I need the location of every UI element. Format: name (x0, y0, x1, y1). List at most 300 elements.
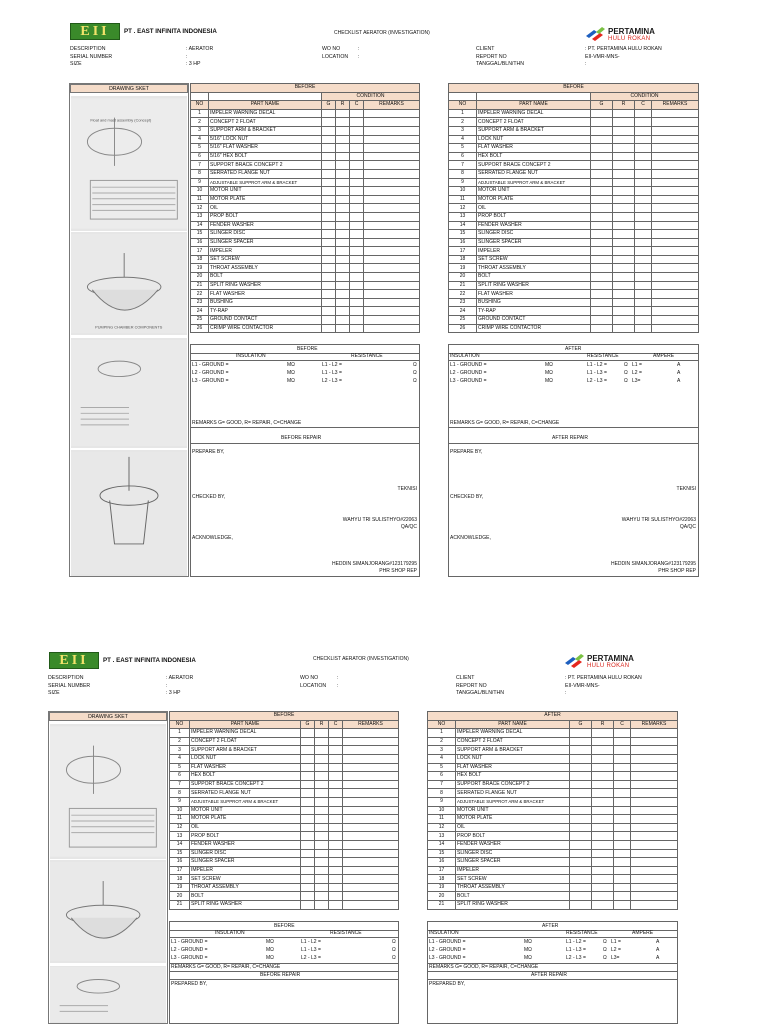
r-cell[interactable] (315, 806, 329, 815)
r-cell[interactable] (592, 840, 614, 849)
c-cell[interactable] (614, 858, 631, 867)
remarks-cell[interactable] (364, 169, 420, 178)
remarks-cell[interactable] (343, 883, 399, 892)
c-cell[interactable] (329, 763, 343, 772)
c-cell[interactable] (635, 273, 652, 282)
remarks-cell[interactable] (631, 763, 678, 772)
g-cell[interactable] (322, 307, 336, 316)
c-cell[interactable] (635, 221, 652, 230)
remarks-cell[interactable] (364, 212, 420, 221)
c-cell[interactable] (614, 797, 631, 806)
remarks-cell[interactable] (652, 247, 699, 256)
g-cell[interactable] (322, 161, 336, 170)
r-cell[interactable] (315, 763, 329, 772)
g-cell[interactable] (591, 178, 613, 187)
r-cell[interactable] (592, 754, 614, 763)
c-cell[interactable] (614, 789, 631, 798)
g-cell[interactable] (591, 169, 613, 178)
c-cell[interactable] (329, 849, 343, 858)
r-cell[interactable] (336, 238, 350, 247)
remarks-cell[interactable] (343, 729, 399, 738)
r-cell[interactable] (613, 195, 635, 204)
c-cell[interactable] (635, 212, 652, 221)
remarks-cell[interactable] (652, 238, 699, 247)
remarks-cell[interactable] (343, 823, 399, 832)
r-cell[interactable] (315, 737, 329, 746)
remarks-cell[interactable] (364, 118, 420, 127)
remarks-cell[interactable] (364, 298, 420, 307)
g-cell[interactable] (322, 144, 336, 153)
g-cell[interactable] (570, 746, 592, 755)
remarks-cell[interactable] (631, 849, 678, 858)
c-cell[interactable] (635, 152, 652, 161)
c-cell[interactable] (350, 144, 364, 153)
c-cell[interactable] (635, 264, 652, 273)
c-cell[interactable] (635, 161, 652, 170)
g-cell[interactable] (301, 875, 315, 884)
g-cell[interactable] (301, 763, 315, 772)
c-cell[interactable] (350, 204, 364, 213)
c-cell[interactable] (329, 840, 343, 849)
c-cell[interactable] (614, 806, 631, 815)
remarks-cell[interactable] (652, 204, 699, 213)
c-cell[interactable] (635, 178, 652, 187)
r-cell[interactable] (613, 126, 635, 135)
r-cell[interactable] (613, 298, 635, 307)
r-cell[interactable] (336, 187, 350, 196)
remarks-cell[interactable] (652, 152, 699, 161)
remarks-cell[interactable] (631, 883, 678, 892)
g-cell[interactable] (591, 307, 613, 316)
g-cell[interactable] (570, 866, 592, 875)
remarks-cell[interactable] (343, 815, 399, 824)
g-cell[interactable] (301, 832, 315, 841)
c-cell[interactable] (350, 109, 364, 118)
remarks-cell[interactable] (652, 264, 699, 273)
r-cell[interactable] (336, 152, 350, 161)
remarks-cell[interactable] (364, 152, 420, 161)
g-cell[interactable] (591, 281, 613, 290)
remarks-cell[interactable] (631, 875, 678, 884)
g-cell[interactable] (301, 746, 315, 755)
remarks-cell[interactable] (364, 230, 420, 239)
remarks-cell[interactable] (343, 858, 399, 867)
r-cell[interactable] (315, 754, 329, 763)
r-cell[interactable] (336, 264, 350, 273)
r-cell[interactable] (336, 161, 350, 170)
r-cell[interactable] (315, 892, 329, 901)
g-cell[interactable] (322, 298, 336, 307)
c-cell[interactable] (614, 780, 631, 789)
remarks-cell[interactable] (631, 746, 678, 755)
r-cell[interactable] (592, 858, 614, 867)
r-cell[interactable] (336, 109, 350, 118)
r-cell[interactable] (613, 281, 635, 290)
g-cell[interactable] (591, 221, 613, 230)
c-cell[interactable] (614, 729, 631, 738)
r-cell[interactable] (315, 901, 329, 910)
remarks-cell[interactable] (652, 230, 699, 239)
g-cell[interactable] (591, 238, 613, 247)
remarks-cell[interactable] (343, 772, 399, 781)
c-cell[interactable] (635, 144, 652, 153)
r-cell[interactable] (592, 892, 614, 901)
remarks-cell[interactable] (652, 316, 699, 325)
r-cell[interactable] (592, 883, 614, 892)
c-cell[interactable] (350, 247, 364, 256)
g-cell[interactable] (322, 247, 336, 256)
remarks-cell[interactable] (631, 780, 678, 789)
c-cell[interactable] (635, 298, 652, 307)
remarks-cell[interactable] (631, 832, 678, 841)
g-cell[interactable] (570, 849, 592, 858)
remarks-cell[interactable] (343, 832, 399, 841)
r-cell[interactable] (613, 324, 635, 333)
r-cell[interactable] (613, 135, 635, 144)
c-cell[interactable] (635, 230, 652, 239)
g-cell[interactable] (570, 780, 592, 789)
remarks-cell[interactable] (364, 324, 420, 333)
c-cell[interactable] (329, 901, 343, 910)
c-cell[interactable] (614, 754, 631, 763)
c-cell[interactable] (350, 221, 364, 230)
r-cell[interactable] (336, 221, 350, 230)
remarks-cell[interactable] (343, 849, 399, 858)
c-cell[interactable] (614, 823, 631, 832)
remarks-cell[interactable] (364, 187, 420, 196)
g-cell[interactable] (591, 290, 613, 299)
r-cell[interactable] (613, 316, 635, 325)
c-cell[interactable] (635, 204, 652, 213)
c-cell[interactable] (614, 737, 631, 746)
r-cell[interactable] (592, 823, 614, 832)
g-cell[interactable] (301, 840, 315, 849)
r-cell[interactable] (613, 109, 635, 118)
g-cell[interactable] (570, 789, 592, 798)
r-cell[interactable] (336, 290, 350, 299)
g-cell[interactable] (301, 772, 315, 781)
remarks-cell[interactable] (364, 264, 420, 273)
c-cell[interactable] (329, 823, 343, 832)
c-cell[interactable] (329, 815, 343, 824)
r-cell[interactable] (315, 875, 329, 884)
c-cell[interactable] (635, 187, 652, 196)
remarks-cell[interactable] (364, 281, 420, 290)
r-cell[interactable] (592, 763, 614, 772)
remarks-cell[interactable] (652, 135, 699, 144)
c-cell[interactable] (329, 866, 343, 875)
remarks-cell[interactable] (631, 806, 678, 815)
remarks-cell[interactable] (631, 754, 678, 763)
r-cell[interactable] (592, 849, 614, 858)
g-cell[interactable] (591, 187, 613, 196)
g-cell[interactable] (591, 316, 613, 325)
r-cell[interactable] (613, 204, 635, 213)
c-cell[interactable] (614, 763, 631, 772)
g-cell[interactable] (570, 858, 592, 867)
g-cell[interactable] (570, 832, 592, 841)
g-cell[interactable] (570, 840, 592, 849)
g-cell[interactable] (322, 290, 336, 299)
g-cell[interactable] (591, 109, 613, 118)
remarks-cell[interactable] (364, 126, 420, 135)
r-cell[interactable] (336, 273, 350, 282)
remarks-cell[interactable] (343, 797, 399, 806)
c-cell[interactable] (350, 152, 364, 161)
remarks-cell[interactable] (652, 212, 699, 221)
remarks-cell[interactable] (364, 178, 420, 187)
r-cell[interactable] (592, 729, 614, 738)
remarks-cell[interactable] (364, 161, 420, 170)
g-cell[interactable] (301, 754, 315, 763)
c-cell[interactable] (614, 840, 631, 849)
remarks-cell[interactable] (631, 789, 678, 798)
g-cell[interactable] (591, 273, 613, 282)
r-cell[interactable] (336, 298, 350, 307)
remarks-cell[interactable] (364, 307, 420, 316)
r-cell[interactable] (592, 901, 614, 910)
g-cell[interactable] (570, 772, 592, 781)
g-cell[interactable] (301, 737, 315, 746)
r-cell[interactable] (613, 307, 635, 316)
g-cell[interactable] (301, 849, 315, 858)
g-cell[interactable] (591, 135, 613, 144)
g-cell[interactable] (591, 204, 613, 213)
g-cell[interactable] (591, 152, 613, 161)
g-cell[interactable] (322, 316, 336, 325)
g-cell[interactable] (322, 230, 336, 239)
c-cell[interactable] (329, 780, 343, 789)
c-cell[interactable] (614, 832, 631, 841)
c-cell[interactable] (350, 169, 364, 178)
c-cell[interactable] (635, 255, 652, 264)
r-cell[interactable] (613, 230, 635, 239)
remarks-cell[interactable] (652, 307, 699, 316)
c-cell[interactable] (329, 806, 343, 815)
remarks-cell[interactable] (343, 901, 399, 910)
r-cell[interactable] (336, 255, 350, 264)
r-cell[interactable] (613, 273, 635, 282)
c-cell[interactable] (614, 883, 631, 892)
remarks-cell[interactable] (364, 221, 420, 230)
g-cell[interactable] (322, 204, 336, 213)
remarks-cell[interactable] (364, 144, 420, 153)
r-cell[interactable] (315, 746, 329, 755)
remarks-cell[interactable] (652, 255, 699, 264)
remarks-cell[interactable] (652, 298, 699, 307)
g-cell[interactable] (591, 230, 613, 239)
remarks-cell[interactable] (631, 892, 678, 901)
g-cell[interactable] (570, 806, 592, 815)
g-cell[interactable] (591, 247, 613, 256)
remarks-cell[interactable] (652, 118, 699, 127)
g-cell[interactable] (322, 212, 336, 221)
g-cell[interactable] (301, 823, 315, 832)
r-cell[interactable] (315, 789, 329, 798)
r-cell[interactable] (592, 875, 614, 884)
g-cell[interactable] (570, 901, 592, 910)
remarks-cell[interactable] (631, 823, 678, 832)
r-cell[interactable] (315, 883, 329, 892)
c-cell[interactable] (329, 797, 343, 806)
r-cell[interactable] (613, 144, 635, 153)
remarks-cell[interactable] (652, 324, 699, 333)
remarks-cell[interactable] (652, 144, 699, 153)
g-cell[interactable] (301, 729, 315, 738)
g-cell[interactable] (591, 264, 613, 273)
g-cell[interactable] (570, 883, 592, 892)
c-cell[interactable] (635, 135, 652, 144)
r-cell[interactable] (592, 746, 614, 755)
r-cell[interactable] (315, 772, 329, 781)
r-cell[interactable] (336, 144, 350, 153)
c-cell[interactable] (614, 892, 631, 901)
remarks-cell[interactable] (652, 221, 699, 230)
c-cell[interactable] (635, 169, 652, 178)
c-cell[interactable] (635, 126, 652, 135)
c-cell[interactable] (329, 892, 343, 901)
c-cell[interactable] (350, 316, 364, 325)
r-cell[interactable] (315, 815, 329, 824)
remarks-cell[interactable] (652, 161, 699, 170)
r-cell[interactable] (336, 178, 350, 187)
g-cell[interactable] (591, 118, 613, 127)
g-cell[interactable] (301, 858, 315, 867)
remarks-cell[interactable] (343, 763, 399, 772)
g-cell[interactable] (322, 178, 336, 187)
remarks-cell[interactable] (631, 772, 678, 781)
remarks-cell[interactable] (631, 729, 678, 738)
r-cell[interactable] (613, 221, 635, 230)
remarks-cell[interactable] (364, 135, 420, 144)
g-cell[interactable] (322, 126, 336, 135)
r-cell[interactable] (613, 212, 635, 221)
c-cell[interactable] (329, 789, 343, 798)
r-cell[interactable] (315, 780, 329, 789)
c-cell[interactable] (329, 754, 343, 763)
c-cell[interactable] (350, 298, 364, 307)
r-cell[interactable] (613, 118, 635, 127)
c-cell[interactable] (350, 273, 364, 282)
g-cell[interactable] (301, 901, 315, 910)
c-cell[interactable] (635, 281, 652, 290)
remarks-cell[interactable] (364, 247, 420, 256)
g-cell[interactable] (322, 109, 336, 118)
g-cell[interactable] (322, 264, 336, 273)
c-cell[interactable] (614, 866, 631, 875)
remarks-cell[interactable] (343, 746, 399, 755)
r-cell[interactable] (315, 849, 329, 858)
c-cell[interactable] (350, 290, 364, 299)
r-cell[interactable] (315, 823, 329, 832)
remarks-cell[interactable] (631, 858, 678, 867)
c-cell[interactable] (350, 195, 364, 204)
r-cell[interactable] (592, 815, 614, 824)
g-cell[interactable] (591, 161, 613, 170)
r-cell[interactable] (592, 806, 614, 815)
r-cell[interactable] (592, 797, 614, 806)
c-cell[interactable] (350, 118, 364, 127)
remarks-cell[interactable] (364, 290, 420, 299)
remarks-cell[interactable] (652, 273, 699, 282)
remarks-cell[interactable] (631, 737, 678, 746)
g-cell[interactable] (301, 815, 315, 824)
c-cell[interactable] (350, 161, 364, 170)
c-cell[interactable] (350, 178, 364, 187)
g-cell[interactable] (301, 866, 315, 875)
c-cell[interactable] (329, 875, 343, 884)
c-cell[interactable] (614, 772, 631, 781)
r-cell[interactable] (613, 152, 635, 161)
g-cell[interactable] (591, 324, 613, 333)
r-cell[interactable] (613, 161, 635, 170)
c-cell[interactable] (329, 883, 343, 892)
remarks-cell[interactable] (364, 238, 420, 247)
g-cell[interactable] (322, 324, 336, 333)
remarks-cell[interactable] (343, 840, 399, 849)
g-cell[interactable] (591, 144, 613, 153)
g-cell[interactable] (591, 126, 613, 135)
remarks-cell[interactable] (652, 169, 699, 178)
c-cell[interactable] (350, 135, 364, 144)
c-cell[interactable] (329, 832, 343, 841)
r-cell[interactable] (315, 840, 329, 849)
c-cell[interactable] (329, 737, 343, 746)
c-cell[interactable] (350, 230, 364, 239)
r-cell[interactable] (336, 118, 350, 127)
c-cell[interactable] (329, 772, 343, 781)
remarks-cell[interactable] (652, 126, 699, 135)
g-cell[interactable] (322, 221, 336, 230)
remarks-cell[interactable] (652, 290, 699, 299)
r-cell[interactable] (613, 178, 635, 187)
c-cell[interactable] (350, 187, 364, 196)
r-cell[interactable] (315, 797, 329, 806)
c-cell[interactable] (350, 281, 364, 290)
g-cell[interactable] (591, 255, 613, 264)
r-cell[interactable] (613, 264, 635, 273)
c-cell[interactable] (614, 901, 631, 910)
c-cell[interactable] (635, 307, 652, 316)
r-cell[interactable] (336, 169, 350, 178)
r-cell[interactable] (315, 858, 329, 867)
r-cell[interactable] (336, 307, 350, 316)
r-cell[interactable] (613, 290, 635, 299)
g-cell[interactable] (301, 806, 315, 815)
g-cell[interactable] (570, 875, 592, 884)
c-cell[interactable] (350, 212, 364, 221)
remarks-cell[interactable] (631, 797, 678, 806)
g-cell[interactable] (322, 118, 336, 127)
c-cell[interactable] (635, 109, 652, 118)
r-cell[interactable] (592, 737, 614, 746)
r-cell[interactable] (336, 135, 350, 144)
g-cell[interactable] (301, 780, 315, 789)
remarks-cell[interactable] (364, 204, 420, 213)
c-cell[interactable] (614, 815, 631, 824)
remarks-cell[interactable] (343, 737, 399, 746)
r-cell[interactable] (336, 204, 350, 213)
c-cell[interactable] (350, 255, 364, 264)
r-cell[interactable] (613, 247, 635, 256)
c-cell[interactable] (614, 875, 631, 884)
remarks-cell[interactable] (364, 255, 420, 264)
c-cell[interactable] (350, 264, 364, 273)
remarks-cell[interactable] (343, 806, 399, 815)
r-cell[interactable] (336, 247, 350, 256)
c-cell[interactable] (635, 118, 652, 127)
g-cell[interactable] (322, 255, 336, 264)
